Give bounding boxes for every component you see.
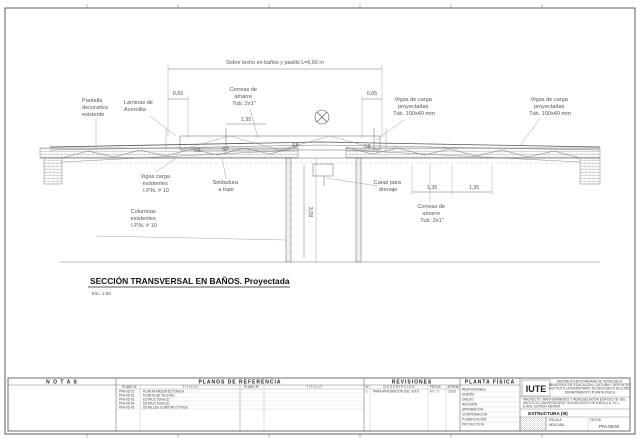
- planta-field: COORDINACIÓN: [462, 412, 488, 417]
- rev-col-fecha: FECHA: [430, 385, 441, 390]
- plano-row-num: PFA-05-02: [119, 393, 135, 398]
- rev-col-aprob: APROB.: [447, 385, 460, 390]
- logo-text: IUTE: [525, 384, 547, 394]
- dim-lower-135-b: 1,35: [468, 185, 480, 191]
- planta-fields: [460, 388, 520, 427]
- dim-height-308: 3,08: [307, 206, 313, 218]
- plano-row-num: PFA-05-05: [119, 405, 135, 410]
- tag-s6: S6: [194, 148, 201, 154]
- col-plano-2: PLANO N°: [244, 385, 260, 390]
- tag-s7: S7: [222, 147, 229, 153]
- footer-escala-label: ESCALA: [549, 418, 562, 422]
- rev-row-date: 11/03: [448, 389, 456, 394]
- note-vigas-carga-2: Vigas de carga proyectadas Tub. 100x40 mm: [529, 97, 571, 117]
- section-title: SECCIÓN TRANSVERSAL EN BAÑOS. Proyectada: [90, 276, 290, 286]
- dim-center-135: 1,35: [240, 117, 252, 123]
- plano-row-num: PFA-05-04: [119, 401, 135, 406]
- title-block: [8, 378, 632, 432]
- plano-row-title: ESTRUCTURA (2): [143, 401, 170, 406]
- note-laminas: Láminas de Acerolita: [124, 100, 153, 113]
- dim-left-065: 0,65: [172, 91, 184, 97]
- column-right: [356, 158, 361, 262]
- note-columnas: Columnas existentes I.P.N. # 10: [130, 209, 157, 229]
- institution-text: REPÚBLICA BOLIVARIANA DE VENEZUELA MINISTERIO DE EDUCACIÓN, CULTURA Y DEPORTES INSTITUTO UNIVERSITARIO TECNOLÓGICO DE EJIDO DEPARTAMENTO PLANTA FÍSICA: [548, 379, 631, 395]
- planta-field: REVISIÓN: [462, 402, 478, 407]
- note-correas-top: Correas de amarre Tub. 2x1": [229, 87, 258, 107]
- span-label: Sobre techo en baños y pasillo L=6,60 m: [226, 60, 324, 66]
- planta-field: APROBACIÓN: [462, 407, 484, 412]
- planos-header: PLANOS DE REFERENCIA: [198, 379, 282, 386]
- dim-lower-135-a: 1,35: [426, 185, 438, 191]
- footer-escala-value: INDICADA: [549, 423, 565, 427]
- section-scale: Esc. 1:50: [92, 291, 111, 296]
- sheet-border: [5, 8, 635, 434]
- col-titulo-2: T Í T U L O: [306, 385, 322, 390]
- planta-field: RESPONSABLE: [462, 387, 486, 392]
- section-drawing: [40, 60, 600, 296]
- rev-col-desc: D E S C R I P C I Ó N: [383, 385, 415, 390]
- note-vigas-carga-1: Vigas de carga proyectadas Tub. 100x40 mm: [393, 97, 435, 117]
- seal-box: [520, 417, 546, 431]
- sheet-title: ESTRUCTURA (III): [528, 411, 568, 416]
- note-vigas-existentes: Vigas carga existentes I.P.N. # 10: [140, 174, 170, 194]
- rev-row-desc: PARA APROBACIÓN DEL 'IUTE': [373, 389, 420, 394]
- project-text: PROYECTO: MANTENIMIENTO Y REMODELACIÓN EDIFICIO "B" DEL INSTITUTO UNIVERSITARIO TECNOLÓGICO DE EJIDO (I.U.T.E.) EJIDO, ESTADO MÉRIDA: [523, 397, 626, 409]
- rev-row-n: 1: [366, 389, 368, 394]
- planta-field: DIBUJO: [462, 397, 474, 402]
- dim-right-065: 0,65: [366, 91, 378, 97]
- rev-col-n: N°: [365, 385, 370, 390]
- right-parapet: [580, 158, 600, 184]
- plano-row-title: DETALLES CONSTRUCTIVOS: [143, 405, 188, 410]
- footer-sheet-number: PFA-05-03: [598, 424, 620, 429]
- planta-header: PLANTA FÍSICA: [464, 379, 516, 386]
- tag-s8: S8: [292, 143, 299, 149]
- plano-row-title: ESTRUCTURA (1): [143, 397, 170, 402]
- rev-row-by: M. I. T.: [430, 389, 440, 394]
- new-roof-sheet: [50, 142, 600, 147]
- note-canal: Canal para drenaje: [373, 180, 401, 193]
- planta-field: PROYECTISTA: [462, 422, 485, 427]
- left-parapet: [44, 158, 62, 184]
- planta-field: PLANIFICACIÓN: [462, 417, 487, 422]
- notas-header: N O T A S: [46, 379, 78, 386]
- note-correas-bottom: Correas de amarre Tub. 2x1": [417, 204, 446, 224]
- note-soldadura: Soldadura a tope: [212, 180, 238, 193]
- plano-row-num: PFA-05-01: [119, 389, 135, 394]
- tag-s9: S9: [364, 144, 371, 150]
- plano-row-num: PFA-05-03: [119, 397, 135, 402]
- planta-field: DISEÑO: [462, 392, 475, 397]
- col-plano-1: PLANO N°: [122, 385, 138, 390]
- revisiones-header: REVISIONES: [391, 379, 433, 386]
- note-pantalla: Pantalla decorativa existente: [82, 98, 108, 118]
- col-titulo-1: T Í T U L O: [182, 385, 198, 390]
- plano-row-title: PLANTA ARQUITECTONICA: [143, 389, 185, 394]
- footer-fecha-label: FECHA: [590, 418, 601, 422]
- column-left: [286, 158, 291, 262]
- plano-row-title: PLANTA DE TECHOS: [143, 393, 175, 398]
